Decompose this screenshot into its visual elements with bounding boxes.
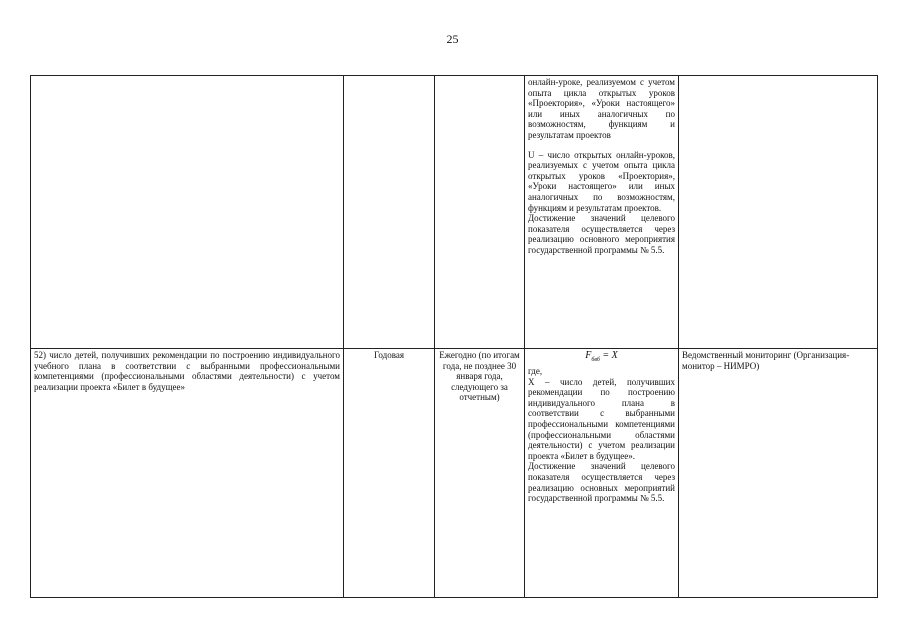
timing-cell: Ежегодно (по итогам года, не позднее 30 января года, следующего за отчетным) [435,349,525,598]
formula-subscript: бвб [591,357,600,363]
periodicity-cell: Годовая [344,349,435,598]
method-paragraph: X – число детей, получивших рекомендации по построению индивидуального плана в соответствии с выбранными профессиональными компетенциями (профессиональными областями деятельности) с учетом реализации проекта «Билет в будущее». [528,376,675,461]
indicators-table [30,75,878,598]
indicator-cell: 52) число детей, получивших рекомендации по построению индивидуального учебного плана в соответствии с выбранными профессиональными компетенциями (профессиональными областями деятельности) с учетом реализации проекта «Билет в будущее» [31,349,344,598]
table-row [31,349,878,598]
method-paragraph: U – число открытых онлайн-уроков, реализуемых с учетом опыта цикла открытых уроков «Проектория», «Уроки настоящего» или иных аналогичных по возможностям, функциям и результатам проектов. [528,149,675,213]
method-paragraph: Достижение значений целевого показателя осуществляется через реализацию основного мероприятия государственной программы № 5.5. [528,213,675,255]
source-cell: Ведомственный мониторинг (Организация-монитор – НИМРО) [679,349,878,598]
periodicity-cell [344,76,435,349]
method-paragraph: где, [528,366,543,376]
indicator-cell [31,76,344,349]
formula [528,350,675,366]
method-cell [525,76,679,349]
method-paragraph: онлайн-уроке, реализуемом с учетом опыта цикла открытых уроков «Проектория», «Уроки настоящего» или иных аналогичных по возможностям, функциям и результатам проектов [528,77,675,140]
source-cell [679,76,878,349]
page-number: 25 [446,32,459,46]
timing-cell [435,76,525,349]
formula-variable: F [585,350,592,361]
method-paragraph: Достижение значений целевого показателя осуществляется через реализацию основных мероприятий государственной программы № 5.5. [528,461,675,504]
table-row [31,76,878,349]
method-cell [525,349,679,598]
formula-rhs: = X [599,350,618,361]
